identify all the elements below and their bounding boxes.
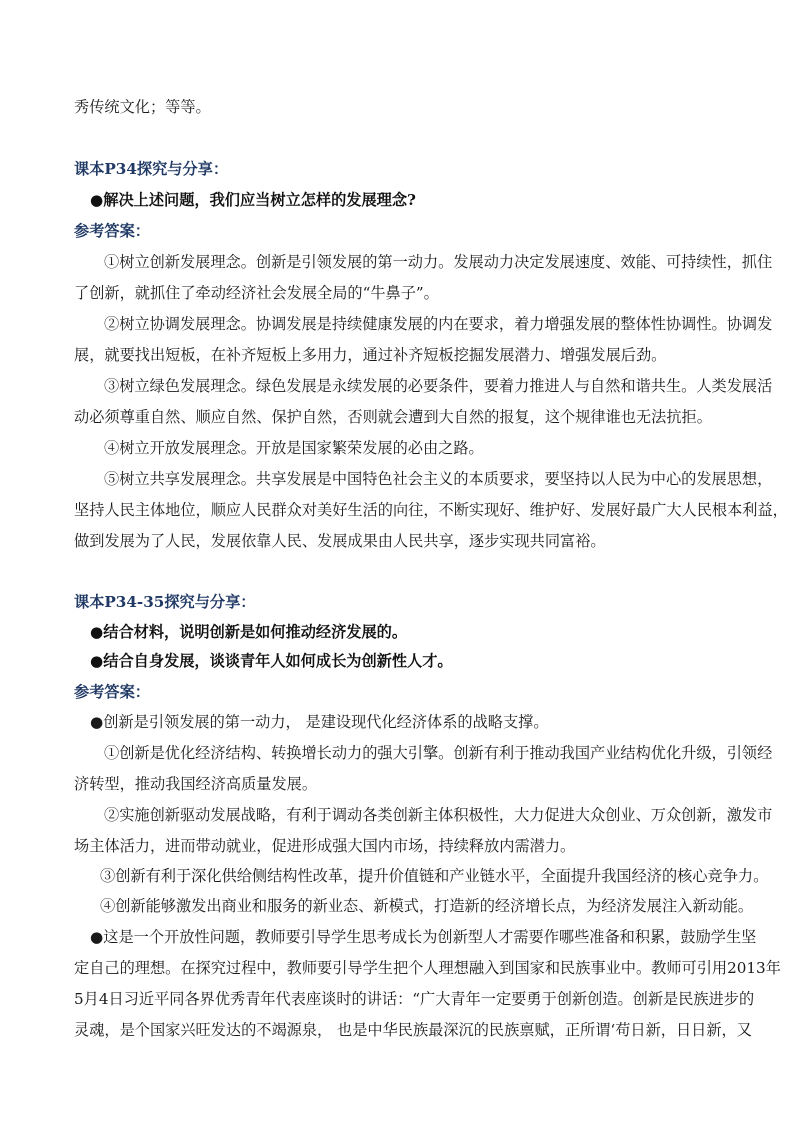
paragraph-line: 定自己的理想。在探究过程中，教师要引导学生把个人理想融入到国家和民族事业中。教师可引用2013年 — [74, 959, 781, 977]
paragraph-line: 动必须尊重自然、顺应自然、保护自然，否则就会遭到大自然的报复，这个规律谁也无法抗拒。 — [74, 408, 712, 426]
paragraph-line: ②树立协调发展理念。协调发展是持续健康发展的内在要求，着力增强发展的整体性协调性。协调发 — [104, 315, 773, 333]
answer-heading: 参考答案： — [74, 222, 150, 240]
paragraph-line: 做到发展为了人民，发展依靠人民、发展成果由人民共享，逐步实现共同富裕。 — [74, 532, 606, 550]
paragraph-line: ③创新有利于深化供给侧结构性改革，提升价值链和产业链水平，全面提升我国经济的核心竞争力。 — [100, 867, 769, 885]
question-item: ●结合材料，说明创新是如何推动经济发展的。 — [90, 623, 408, 641]
question-item: ●结合自身发展，谈谈青年人如何成长为创新性人才。 — [90, 652, 453, 670]
paragraph-line: 济转型，推动我国经济高质量发展。 — [74, 775, 317, 793]
question-item: ●解决上述问题，我们应当树立怎样的发展理念? — [90, 191, 416, 209]
paragraph-line: 灵魂，是个国家兴旺发达的不竭源泉， 也是中华民族最深沉的民族禀赋，正所谓‘苟日新，日日新，又 — [74, 1021, 752, 1039]
paragraph-line: ●这是一个开放性问题，教师要引导学生思考成长为创新型人才需要作哪些准备和积累，鼓励学生坚 — [90, 928, 757, 946]
text-line: 秀传统文化；等等。 — [74, 98, 211, 116]
paragraph-line: 展，就要找出短板，在补齐短板上多用力，通过补齐短板挖掘发展潜力、增强发展后劲。 — [74, 346, 667, 364]
answer-heading: 参考答案： — [74, 683, 150, 701]
paragraph-line: ●创新是引领发展的第一动力， 是建设现代化经济体系的战略支撑。 — [90, 713, 549, 731]
paragraph-line: ①树立创新发展理念。创新是引领发展的第一动力。发展动力决定发展速度、效能、可持续性，抓住 — [104, 253, 773, 271]
section-heading: 课本P34-35探究与分享： — [74, 593, 256, 611]
section-heading: 课本P34探究与分享： — [74, 160, 229, 178]
paragraph-line: ⑤树立共享发展理念。共享发展是中国特色社会主义的本质要求，要坚持以人民为中心的发展思想， — [104, 470, 773, 488]
paragraph-line: ④树立开放发展理念。开放是国家繁荣发展的必由之路。 — [104, 439, 484, 457]
paragraph-line: 了创新，就抓住了牵动经济社会发展全局的“牛鼻子”。 — [74, 284, 439, 302]
paragraph-line: 场主体活力，进而带动就业，促进形成强大国内市场，持续释放内需潜力。 — [74, 837, 576, 855]
paragraph-line: ③树立绿色发展理念。绿色发展是永续发展的必要条件，要着力推进人与自然和谐共生。人类发展活 — [104, 377, 773, 395]
paragraph-line: 5月4日习近平同各界优秀青年代表座谈时的讲话：“广大青年一定要勇于创新创造。创新是民族进步的 — [74, 990, 755, 1008]
paragraph-line: 坚持人民主体地位，顺应人民群众对美好生活的向往，不断实现好、维护好、发展好最广大人民根本利益， — [74, 501, 788, 519]
paragraph-line: ④创新能够激发出商业和服务的新业态、新模式，打造新的经济增长点，为经济发展注入新动能。 — [100, 897, 754, 915]
paragraph-line: ②实施创新驱动发展战略，有利于调动各类创新主体积极性，大力促进大众创业、万众创新，激发市 — [104, 806, 773, 824]
paragraph-line: ①创新是优化经济结构、转换增长动力的强大引擎。创新有利于推动我国产业结构优化升级，引领经 — [104, 744, 773, 762]
